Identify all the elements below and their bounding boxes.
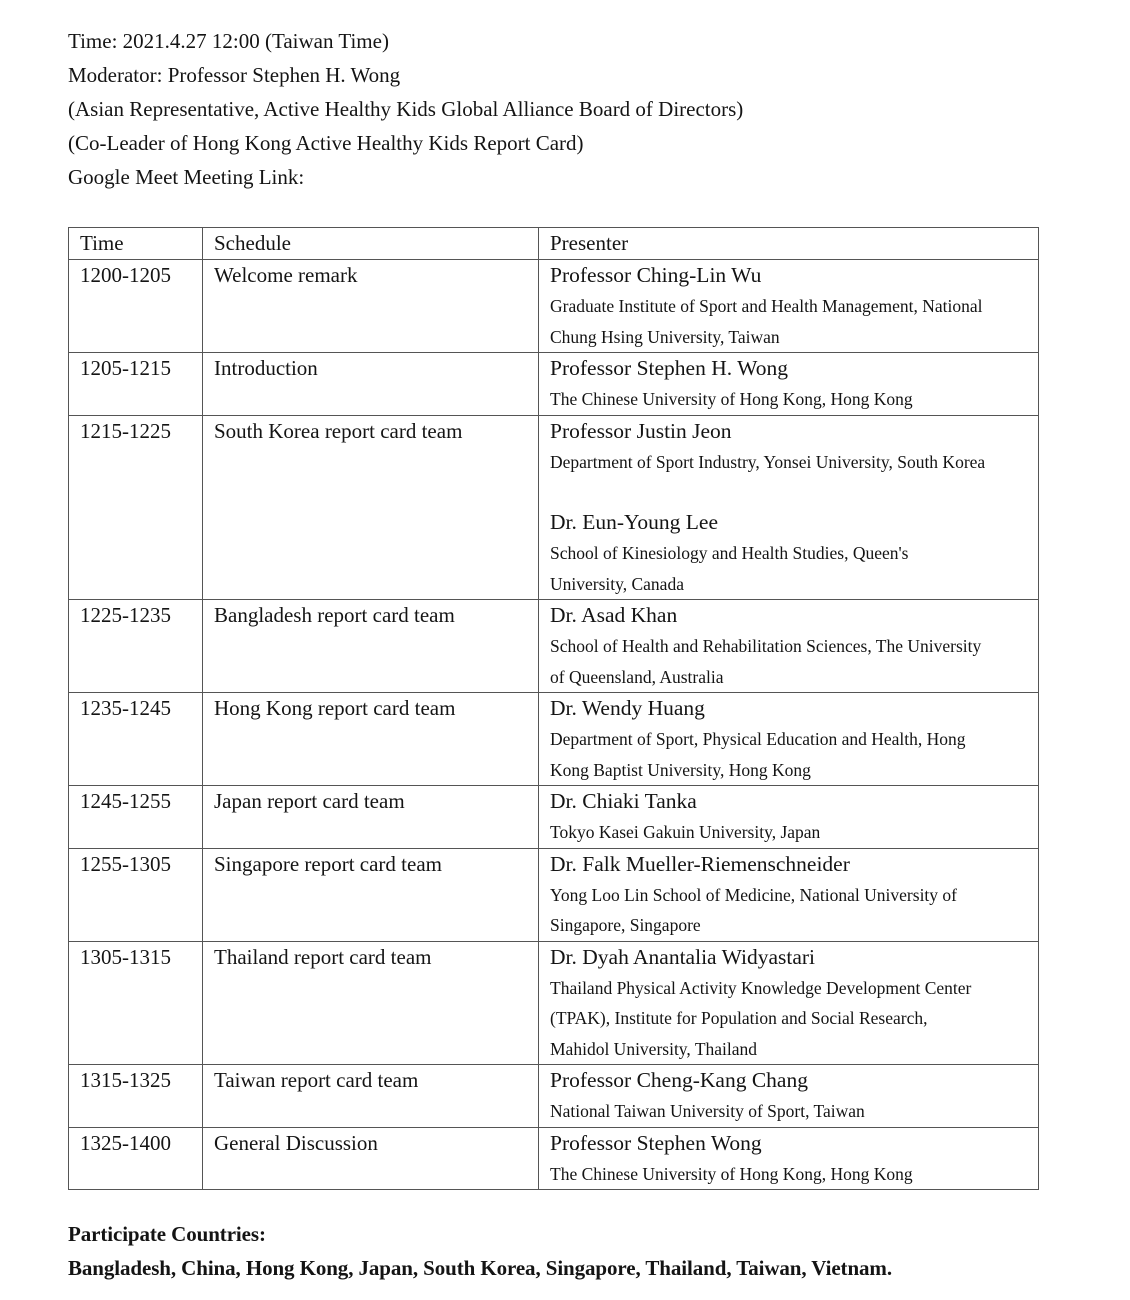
presenter-affiliation: Mahidol University, Thailand: [550, 1038, 758, 1059]
table-row: [69, 353, 1039, 416]
presenter-name: Dr. Chiaki Tanka: [550, 789, 697, 813]
presenter-affiliation: Yong Loo Lin School of Medicine, National University of: [550, 884, 957, 905]
presenter-affiliation: of Queensland, Australia: [550, 666, 724, 687]
presenter-affiliation: (TPAK), Institute for Population and Social Research,: [550, 1008, 928, 1028]
presenter-name: Professor Stephen H. Wong: [550, 356, 788, 380]
cell-time: 1235-1245: [69, 693, 203, 786]
cell-schedule: Bangladesh report card team: [203, 600, 539, 693]
cell-time: 1200-1205: [69, 260, 203, 353]
table-row: [69, 260, 1039, 353]
moderator-role-1: (Asian Representative, Active Healthy Kids Global Alliance Board of Directors): [68, 97, 744, 121]
cell-presenter: [539, 848, 1039, 941]
presenter-name: Dr. Wendy Huang: [550, 696, 705, 720]
presenter-affiliation: Thailand Physical Activity Knowledge Development Center: [550, 977, 972, 998]
presenter-affiliation: School of Health and Rehabilitation Sciences, The University: [550, 636, 982, 656]
table-row: [69, 1065, 1039, 1128]
cell-schedule: Singapore report card team: [203, 848, 539, 941]
table-row: [69, 1127, 1039, 1190]
cell-schedule: Introduction: [203, 353, 539, 416]
column-header-presenter: Presenter: [539, 228, 1039, 260]
presenter-affiliation: Department of Sport Industry, Yonsei University, South Korea: [550, 451, 986, 472]
presenter-name: Professor Stephen Wong: [550, 1130, 762, 1155]
cell-schedule: Hong Kong report card team: [203, 693, 539, 786]
cell-presenter: [539, 786, 1039, 849]
meeting-info: [68, 24, 743, 194]
presenter-name: Dr. Falk Mueller-Riemenschneider: [550, 851, 850, 876]
cell-schedule: Japan report card team: [203, 786, 539, 849]
cell-time: 1255-1305: [69, 848, 203, 941]
table-row: [69, 786, 1039, 849]
cell-time: 1325-1400: [69, 1127, 203, 1190]
cell-presenter: [539, 693, 1039, 786]
cell-time: 1215-1225: [69, 415, 203, 600]
presenter-affiliation: School of Kinesiology and Health Studies, Queen's: [550, 543, 909, 563]
presenter-affiliation: The Chinese University of Hong Kong, Hong Kong: [550, 389, 913, 409]
cell-presenter: [539, 260, 1039, 353]
table-row: [69, 848, 1039, 941]
cell-time: 1315-1325: [69, 1065, 203, 1128]
table-row: [69, 693, 1039, 786]
cell-presenter: [539, 1127, 1039, 1190]
presenter-name: Dr. Asad Khan: [550, 603, 678, 627]
cell-schedule: Welcome remark: [203, 260, 539, 353]
table-row: [69, 941, 1039, 1065]
cell-presenter: [539, 415, 1039, 600]
agenda-table: [68, 227, 1039, 1190]
presenter-affiliation: Graduate Institute of Sport and Health Management, National: [550, 296, 983, 316]
meeting-time: Time: 2021.4.27 12:00 (Taiwan Time): [68, 29, 389, 53]
cell-schedule: Thailand report card team: [203, 941, 539, 1065]
presenter-name: Professor Justin Jeon: [550, 418, 732, 443]
presenter-name: Professor Ching-Lin Wu: [550, 263, 762, 287]
presenter-affiliation: Singapore, Singapore: [550, 915, 701, 935]
table-row: [69, 415, 1039, 600]
column-header-time: Time: [69, 228, 203, 260]
presenter-spacer: [550, 477, 1032, 507]
presenter-affiliation: Kong Baptist University, Hong Kong: [550, 759, 811, 780]
cell-schedule: South Korea report card team: [203, 415, 539, 600]
moderator: Moderator: Professor Stephen H. Wong: [68, 63, 401, 87]
cell-presenter: [539, 600, 1039, 693]
cell-schedule: Taiwan report card team: [203, 1065, 539, 1128]
presenter-name: Dr. Eun-Young Lee: [550, 510, 719, 534]
participating-countries: [68, 1217, 892, 1285]
presenter-name: Dr. Dyah Anantalia Widyastari: [550, 944, 816, 969]
cell-presenter: [539, 1065, 1039, 1128]
presenter-affiliation: Tokyo Kasei Gakuin University, Japan: [550, 822, 821, 842]
presenter-affiliation: National Taiwan University of Sport, Taiwan: [550, 1101, 865, 1121]
table-row: [69, 600, 1039, 693]
presenter-affiliation: The Chinese University of Hong Kong, Hong Kong: [550, 1163, 913, 1184]
cell-time: 1305-1315: [69, 941, 203, 1065]
cell-schedule: General Discussion: [203, 1127, 539, 1190]
presenter-affiliation: University, Canada: [550, 573, 684, 594]
cell-time: 1245-1255: [69, 786, 203, 849]
presenter-affiliation: Department of Sport, Physical Education and Health, Hong: [550, 729, 966, 749]
cell-presenter: [539, 941, 1039, 1065]
meeting-link-label: Google Meet Meeting Link:: [68, 165, 305, 189]
table-header-row: [69, 228, 1039, 260]
cell-presenter: [539, 353, 1039, 416]
presenter-name: Professor Cheng-Kang Chang: [550, 1068, 808, 1092]
cell-time: 1225-1235: [69, 600, 203, 693]
moderator-role-2: (Co-Leader of Hong Kong Active Healthy Kids Report Card): [68, 131, 584, 155]
countries-heading: Participate Countries:: [68, 1222, 266, 1246]
column-header-schedule: Schedule: [203, 228, 539, 260]
countries-list: Bangladesh, China, Hong Kong, Japan, South Korea, Singapore, Thailand, Taiwan, Vietnam.: [68, 1256, 892, 1280]
presenter-affiliation: Chung Hsing University, Taiwan: [550, 326, 780, 347]
cell-time: 1205-1215: [69, 353, 203, 416]
